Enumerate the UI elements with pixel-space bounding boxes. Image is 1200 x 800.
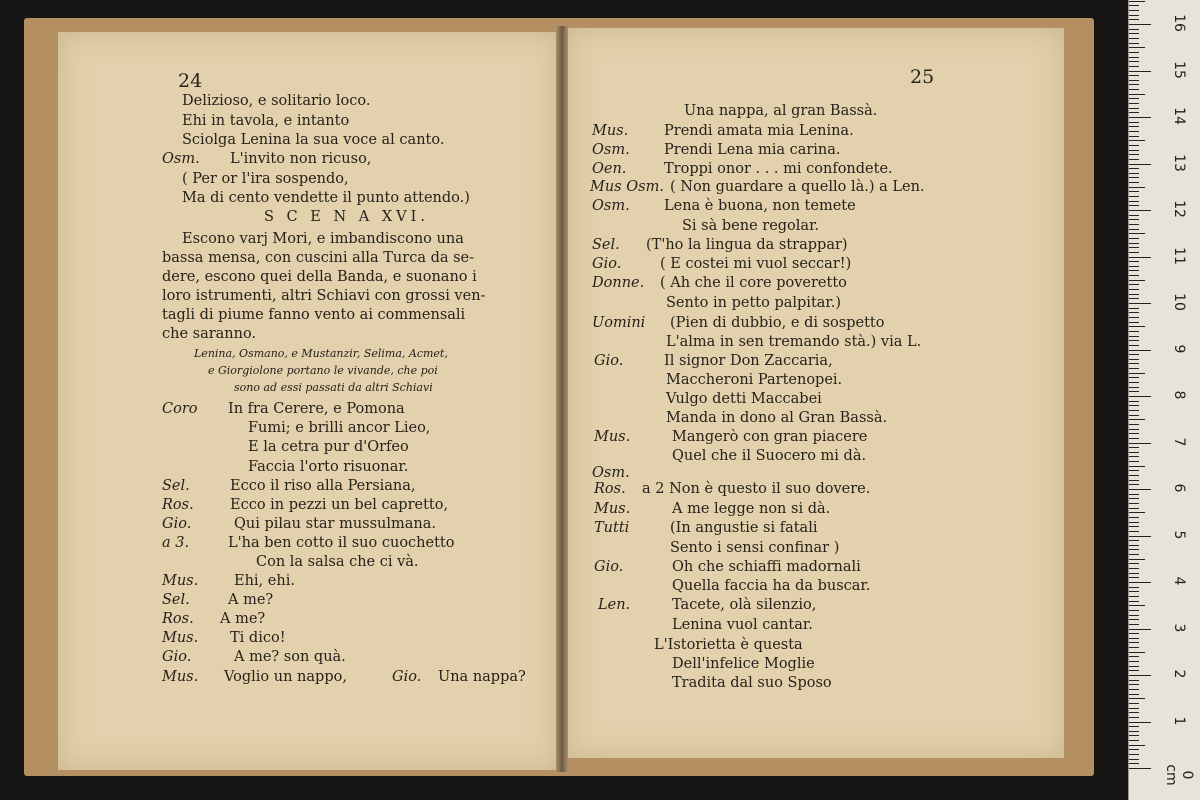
verse-text: L'Istorietta è questa (654, 637, 803, 653)
verse-text: In fra Cerere, e Pomona (228, 401, 405, 417)
ruler-major-tick (1129, 396, 1151, 397)
ruler-minor-tick (1129, 15, 1139, 16)
verse-text: e Giorgiolone portano le vivande, che poi (208, 364, 438, 377)
ruler-minor-tick (1129, 201, 1139, 202)
ruler-label: 11 (1171, 246, 1187, 265)
ruler-minor-tick (1129, 484, 1139, 485)
ruler-minor-tick (1129, 638, 1139, 639)
verse-text: Troppi onor . . . mi confondete. (664, 161, 893, 177)
ruler-minor-tick (1129, 182, 1139, 183)
ruler-minor-tick (1129, 382, 1139, 383)
verse-text: Ehi in tavola, e intanto (182, 113, 350, 129)
ruler-minor-tick (1129, 29, 1139, 30)
ruler-minor-tick (1129, 712, 1139, 713)
ruler-minor-tick (1129, 266, 1139, 267)
ruler-major-tick (1129, 489, 1151, 490)
ruler-minor-tick (1129, 43, 1139, 44)
ruler-major-tick (1129, 71, 1151, 72)
ruler-minor-tick (1129, 19, 1139, 20)
ruler-minor-tick (1129, 703, 1139, 704)
ruler-minor-tick (1129, 98, 1139, 99)
speaker-label: Gio. (592, 256, 622, 272)
ruler-minor-tick (1129, 126, 1139, 127)
ruler-minor-tick (1129, 247, 1139, 248)
ruler-minor-tick (1129, 754, 1139, 755)
speaker-label: Gio. (162, 649, 192, 665)
verse-text: Sento in petto palpitar.) (666, 295, 842, 311)
ruler-minor-tick (1129, 75, 1139, 76)
ruler-major-tick (1129, 675, 1151, 676)
verse-text: che saranno. (162, 326, 257, 342)
ruler-minor-tick (1129, 298, 1139, 299)
verse-text: Lenina vuol cantar. (672, 617, 813, 633)
verse-text: Con la salsa che ci và. (256, 554, 419, 570)
ruler-minor-tick (1129, 573, 1139, 574)
ruler-major-tick (1129, 24, 1151, 25)
ruler-minor-tick (1129, 391, 1139, 392)
ruler-minor-tick (1129, 131, 1139, 132)
verse-text: Sciolga Lenina la sua voce al canto. (182, 132, 445, 148)
ruler-minor-tick (1129, 261, 1139, 262)
ruler-label: 9 (1171, 344, 1187, 353)
ruler-minor-tick (1129, 587, 1139, 588)
ruler-minor-tick (1129, 642, 1139, 643)
speaker-label: Mus. (594, 501, 631, 517)
ruler-minor-tick (1129, 284, 1139, 285)
speaker-label: Ros. (594, 481, 626, 497)
ruler-minor-tick (1129, 280, 1145, 281)
ruler-minor-tick (1129, 112, 1139, 113)
speaker-label: Coro (162, 401, 198, 417)
ruler-label: 7 (1171, 437, 1187, 446)
ruler-minor-tick (1129, 5, 1139, 6)
ruler-minor-tick (1129, 275, 1139, 276)
ruler-minor-tick (1129, 252, 1139, 253)
ruler-major-tick (1129, 257, 1151, 258)
ruler-minor-tick (1129, 512, 1145, 513)
verse-text: Qui pilau star mussulmana. (234, 516, 437, 532)
ruler-minor-tick (1129, 652, 1145, 653)
ruler-minor-tick (1129, 731, 1139, 732)
ruler-minor-tick (1129, 577, 1139, 578)
verse-text: ( Ah che il core poveretto (660, 275, 847, 291)
ruler-minor-tick (1129, 708, 1139, 709)
ruler-minor-tick (1129, 89, 1139, 90)
ruler-label: 12 (1171, 200, 1187, 218)
verse-text: Lenina, Osmano, e Mustanzir, Selima, Acmet, (194, 347, 448, 360)
ruler-minor-tick (1129, 61, 1139, 62)
verse-text: Ti dico! (230, 630, 286, 646)
ruler-minor-tick (1129, 601, 1139, 602)
ruler-minor-tick (1129, 661, 1139, 662)
ruler-minor-tick (1129, 317, 1139, 318)
speaker-label: Mus. (592, 123, 629, 139)
ruler-minor-tick (1129, 215, 1139, 216)
speaker-label: Len. (598, 597, 631, 613)
ruler-minor-tick (1129, 387, 1139, 388)
speaker-label: Mus. (162, 669, 199, 685)
speaker-label: Gio. (594, 353, 624, 369)
ruler-minor-tick (1129, 526, 1139, 527)
verse-text: Si sà bene regolar. (682, 218, 820, 234)
ruler-minor-tick (1129, 508, 1139, 509)
ruler-minor-tick (1129, 610, 1139, 611)
speaker-label: Mus Osm. (590, 179, 664, 195)
verse-text: (Pien di dubbio, e di sospetto (670, 315, 885, 331)
ruler-minor-tick (1129, 684, 1139, 685)
ruler-minor-tick (1129, 591, 1139, 592)
ruler-minor-tick (1129, 108, 1139, 109)
ruler-minor-tick (1129, 563, 1139, 564)
ruler-minor-tick (1129, 470, 1139, 471)
ruler-minor-tick (1129, 666, 1139, 667)
speaker-label: Gio. (594, 559, 624, 575)
ruler-minor-tick (1129, 549, 1139, 550)
verse-text: a 2 Non è questo il suo dovere. (642, 481, 871, 497)
ruler-minor-tick (1129, 726, 1139, 727)
speaker-label: Osm. (592, 465, 630, 481)
ruler-minor-tick (1129, 531, 1139, 532)
ruler-minor-tick (1129, 698, 1145, 699)
ruler-minor-tick (1129, 336, 1139, 337)
verse-text: A me? son quà. (234, 649, 346, 665)
ruler-minor-tick (1129, 605, 1145, 606)
speaker-label: Sel. (592, 237, 620, 253)
ruler-major-tick (1129, 722, 1151, 723)
ruler-minor-tick (1129, 480, 1139, 481)
ruler-minor-tick (1129, 354, 1139, 355)
ruler-minor-tick (1129, 308, 1139, 309)
ruler-major-tick (1129, 164, 1151, 165)
ruler-minor-tick (1129, 749, 1139, 750)
ruler-minor-tick (1129, 656, 1139, 657)
ruler-minor-tick (1129, 359, 1139, 360)
ruler-minor-tick (1129, 243, 1139, 244)
speaker-label: Mus. (162, 573, 199, 589)
ruler-minor-tick (1129, 10, 1139, 11)
ruler-minor-tick (1129, 345, 1139, 346)
verse-text: Maccheroni Partenopei. (666, 372, 843, 388)
ruler-minor-tick (1129, 670, 1139, 671)
speaker-label: Ros. (162, 497, 194, 513)
ruler-minor-tick (1129, 415, 1139, 416)
ruler-major-tick (1129, 303, 1151, 304)
ruler-minor-tick (1129, 173, 1139, 174)
ruler-label: 5 (1171, 530, 1187, 539)
verse-text: S C E N A XVI. (264, 209, 429, 225)
ruler-minor-tick (1129, 38, 1139, 39)
ruler-major-tick (1129, 629, 1151, 630)
ruler-minor-tick (1129, 759, 1139, 760)
ruler-minor-tick (1129, 680, 1139, 681)
book-gutter (556, 26, 568, 772)
speaker-label: Sel. (162, 592, 190, 608)
ruler-label: 2 (1171, 669, 1187, 679)
verse-text: ( Per or l'ira sospendo, (182, 171, 349, 187)
ruler-minor-tick (1129, 57, 1139, 58)
verse-text: Escono varj Mori, e imbandiscono una (182, 231, 464, 247)
right-page-number: 25 (910, 66, 935, 88)
ruler-major-tick (1129, 350, 1151, 351)
ruler-minor-tick (1129, 624, 1139, 625)
right-page (566, 28, 1064, 758)
verse-text: Tacete, olà silenzio, (672, 597, 817, 613)
ruler-label: 4 (1171, 576, 1187, 586)
ruler-minor-tick (1129, 187, 1145, 188)
ruler-minor-tick (1129, 647, 1139, 648)
verse-text: Prendi Lena mia carina. (664, 142, 841, 158)
ruler-label: 13 (1171, 153, 1187, 172)
speaker-label: Osm. (162, 151, 200, 167)
verse-text: dere, escono quei della Banda, e suonano i (162, 269, 477, 285)
ruler-minor-tick (1129, 410, 1139, 411)
ruler-minor-tick (1129, 84, 1139, 85)
ruler-major-tick (1129, 117, 1151, 118)
ruler-minor-tick (1129, 401, 1139, 402)
ruler-minor-tick (1129, 763, 1139, 764)
speaker-label: Ros. (162, 611, 194, 627)
left-page (58, 32, 558, 770)
verse-text: Ecco in pezzi un bel capretto, (230, 497, 449, 513)
ruler-label: 1 (1171, 716, 1187, 725)
verse-text: A me? (228, 592, 274, 608)
ruler-minor-tick (1129, 694, 1139, 695)
ruler-minor-tick (1129, 424, 1139, 425)
ruler-minor-tick (1129, 740, 1139, 741)
ruler-label: 0 cm (1163, 764, 1195, 786)
ruler-major-tick (1129, 768, 1151, 769)
verse-text: Manda in dono al Gran Bassà. (666, 410, 888, 426)
ruler-minor-tick (1129, 596, 1139, 597)
ruler-minor-tick (1129, 494, 1139, 495)
verse-text: A me? (220, 611, 266, 627)
verse-text: ( Non guardare a quello là.) a Len. (670, 179, 925, 195)
verse-text: Il signor Don Zaccaria, (664, 353, 833, 369)
ruler-minor-tick (1129, 66, 1139, 67)
speaker-label: Sel. (162, 478, 190, 494)
speaker-label: Oen. (592, 161, 627, 177)
verse-text: Vulgo detti Maccabei (666, 391, 822, 407)
ruler-minor-tick (1129, 33, 1139, 34)
speaker-label: Osm. (592, 198, 630, 214)
ruler-minor-tick (1129, 140, 1145, 141)
ruler-minor-tick (1129, 94, 1145, 95)
ruler-minor-tick (1129, 633, 1139, 634)
ruler-minor-tick (1129, 545, 1139, 546)
ruler-minor-tick (1129, 159, 1139, 160)
verse-text: Sento i sensi confinar ) (670, 540, 840, 556)
ruler-minor-tick (1129, 735, 1139, 736)
ruler-minor-tick (1129, 559, 1145, 560)
ruler-label: 8 (1171, 390, 1187, 400)
ruler-minor-tick (1129, 150, 1139, 151)
verse-text: Delizioso, e solitario loco. (182, 93, 371, 109)
verse-text: bassa mensa, con cuscini alla Turca da se- (162, 250, 475, 266)
ruler-minor-tick (1129, 224, 1139, 225)
verse-text: Dell'infelice Moglie (672, 656, 815, 672)
ruler-minor-tick (1129, 168, 1139, 169)
ruler-minor-tick (1129, 340, 1139, 341)
ruler-major-tick (1129, 536, 1151, 537)
ruler-minor-tick (1129, 191, 1139, 192)
verse-text: Lena è buona, non temete (664, 198, 856, 214)
ruler-minor-tick (1129, 1, 1145, 2)
verse-text: Voglio un nappo, (224, 669, 347, 685)
ruler-major-tick (1129, 210, 1151, 211)
ruler-minor-tick (1129, 238, 1139, 239)
ruler-minor-tick (1129, 368, 1139, 369)
ruler-minor-tick (1129, 331, 1139, 332)
ruler-minor-tick (1129, 373, 1145, 374)
ruler-minor-tick (1129, 205, 1139, 206)
verse-text: Quel che il Suocero mi dà. (672, 448, 867, 464)
ruler-minor-tick (1129, 80, 1139, 81)
ruler-minor-tick (1129, 517, 1139, 518)
ruler-minor-tick (1129, 154, 1139, 155)
speaker-label: Uomini (592, 315, 646, 331)
ruler-minor-tick (1129, 136, 1139, 137)
ruler-minor-tick (1129, 466, 1145, 467)
ruler-minor-tick (1129, 503, 1139, 504)
ruler-minor-tick (1129, 289, 1139, 290)
ruler-label: 15 (1171, 60, 1187, 79)
speaker-label: Donne. (592, 275, 645, 291)
left-page-number: 24 (178, 70, 203, 92)
verse-text: L'ha ben cotto il suo cuochetto (228, 535, 455, 551)
ruler-minor-tick (1129, 554, 1139, 555)
ruler-minor-tick (1129, 419, 1145, 420)
verse-text: Fumi; e brilli ancor Lieo, (248, 420, 431, 436)
ruler-minor-tick (1129, 717, 1139, 718)
verse-text: Ehi, ehi. (234, 573, 295, 589)
verse-text: L'alma in sen tremando stà.) via L. (666, 334, 922, 350)
verse-text: L'invito non ricuso, (230, 151, 372, 167)
speaker-label: Tutti (594, 520, 630, 536)
ruler-minor-tick (1129, 540, 1139, 541)
ruler-minor-tick (1129, 145, 1139, 146)
verse-text: (T'ho la lingua da strappar) (646, 237, 848, 253)
speaker-label: Mus. (162, 630, 199, 646)
ruler-minor-tick (1129, 377, 1139, 378)
ruler-minor-tick (1129, 196, 1139, 197)
ruler-minor-tick (1129, 438, 1139, 439)
verse-text: Oh che schiaffi madornali (672, 559, 861, 575)
ruler-minor-tick (1129, 568, 1139, 569)
ruler-minor-tick (1129, 122, 1139, 123)
ruler-label: 3 (1171, 623, 1187, 632)
ruler-minor-tick (1129, 522, 1139, 523)
ruler-minor-tick (1129, 615, 1139, 616)
ruler-label: 16 (1171, 14, 1187, 32)
ruler-minor-tick (1129, 461, 1139, 462)
ruler-minor-tick (1129, 270, 1139, 271)
verse-text: Una nappa, al gran Bassà. (684, 103, 878, 119)
speaker-label: Gio. (392, 669, 422, 685)
ruler-major-tick (1129, 443, 1151, 444)
ruler-minor-tick (1129, 405, 1139, 406)
ruler-minor-tick (1129, 294, 1139, 295)
ruler-minor-tick (1129, 52, 1139, 53)
ruler-minor-tick (1129, 475, 1139, 476)
verse-text: Ecco il riso alla Persiana, (230, 478, 416, 494)
speaker-label: Mus. (594, 429, 631, 445)
ruler-minor-tick (1129, 233, 1145, 234)
speaker-label: a 3. (162, 535, 190, 551)
verse-text: tagli di piume fanno vento ai commensali (162, 307, 466, 323)
verse-text: Quella faccia ha da buscar. (672, 578, 871, 594)
ruler-minor-tick (1129, 322, 1139, 323)
ruler-minor-tick (1129, 447, 1139, 448)
ruler-minor-tick (1129, 103, 1139, 104)
ruler-label: 6 (1171, 483, 1187, 493)
ruler-minor-tick (1129, 456, 1139, 457)
measuring-ruler (1128, 0, 1200, 800)
ruler-minor-tick (1129, 177, 1139, 178)
verse-text: Ma di cento vendette il punto attendo.) (182, 190, 470, 206)
ruler-label: 10 (1171, 293, 1187, 311)
verse-text: (In angustie si fatali (670, 520, 818, 536)
ruler-minor-tick (1129, 219, 1139, 220)
verse-text: Una nappa? (438, 669, 526, 685)
ruler-minor-tick (1129, 312, 1139, 313)
ruler-major-tick (1129, 582, 1151, 583)
verse-text: loro istrumenti, altri Schiavi con grossi ven- (162, 288, 486, 304)
ruler-minor-tick (1129, 229, 1139, 230)
ruler-minor-tick (1129, 429, 1139, 430)
verse-text: Prendi amata mia Lenina. (664, 123, 854, 139)
ruler-minor-tick (1129, 47, 1145, 48)
verse-text: sono ad essi passati da altri Schiavi (234, 381, 433, 394)
verse-text: Tradita dal suo Sposo (672, 675, 832, 691)
ruler-minor-tick (1129, 363, 1139, 364)
ruler-minor-tick (1129, 498, 1139, 499)
verse-text: E la cetra pur d'Orfeo (248, 439, 409, 455)
verse-text: A me legge non si dà. (672, 501, 831, 517)
ruler-minor-tick (1129, 452, 1139, 453)
ruler-minor-tick (1129, 433, 1139, 434)
ruler-minor-tick (1129, 745, 1145, 746)
ruler-label: 14 (1171, 107, 1187, 125)
verse-text: Faccia l'orto risuonar. (248, 459, 409, 475)
speaker-label: Gio. (162, 516, 192, 532)
ruler-minor-tick (1129, 689, 1139, 690)
ruler-minor-tick (1129, 326, 1145, 327)
verse-text: Mangerò con gran piacere (672, 429, 868, 445)
ruler-minor-tick (1129, 619, 1139, 620)
verse-text: ( E costei mi vuol seccar!) (660, 256, 852, 272)
speaker-label: Osm. (592, 142, 630, 158)
